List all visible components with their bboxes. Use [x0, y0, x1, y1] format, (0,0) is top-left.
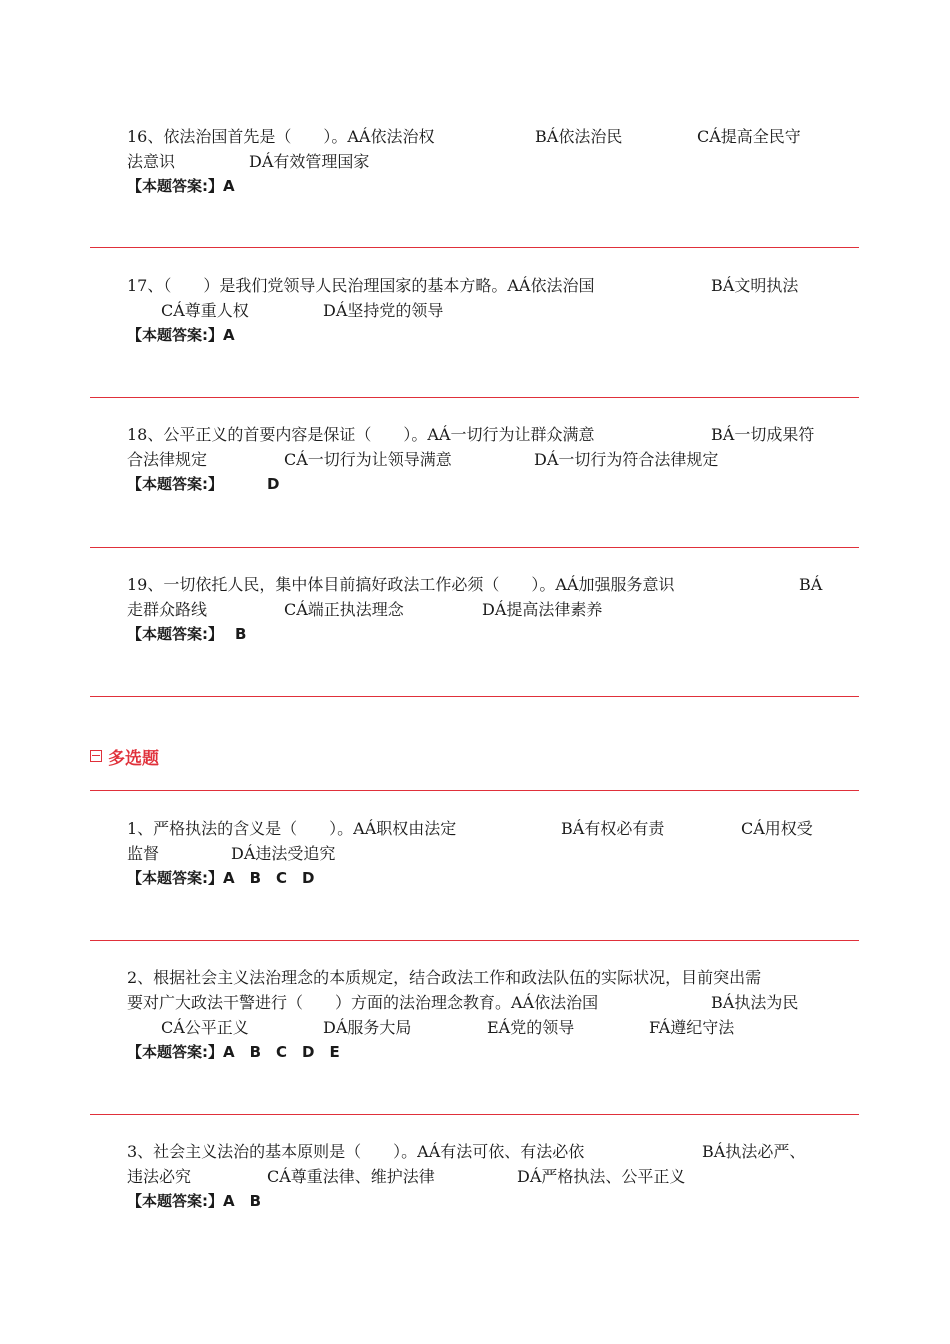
option-b-continued: 违法必究: [127, 1167, 192, 1186]
question-17: [127, 273, 827, 348]
divider: [90, 940, 859, 941]
answer-value: B: [235, 625, 247, 643]
question-18: [127, 422, 827, 497]
question-stem: 2、根据社会主义法治理念的本质规定，结合政法工作和政法队伍的实际状况，目前突出需: [127, 968, 762, 987]
question-line: [127, 298, 827, 323]
question-stem: 18、公平正义的首要内容是保证（ ）。AÁ一切行为让群众满意: [127, 425, 595, 444]
option-c: CÁ提高全民守: [697, 127, 801, 146]
multi-question-2: [127, 965, 827, 1065]
question-line: [127, 1139, 827, 1164]
answer-line: [127, 1040, 827, 1065]
option-b: BÁ执法为民: [711, 993, 799, 1012]
question-line: [127, 273, 827, 298]
option-c-continued: 法意识: [127, 152, 176, 171]
answer-value: D: [267, 475, 280, 493]
question-line: [127, 572, 827, 597]
option-b: BÁ: [799, 575, 823, 594]
question-line: [127, 990, 827, 1015]
question-line: [127, 124, 827, 149]
option-d: DÁ提高法律素养: [482, 600, 603, 619]
option-c: CÁ尊重人权: [161, 301, 249, 320]
divider: [90, 696, 859, 697]
section-title: 多选题: [108, 748, 159, 769]
question-stem: 1、严格执法的含义是（ ）。AÁ职权由法定: [127, 819, 457, 838]
section-heading[interactable]: [90, 744, 159, 768]
divider: [90, 547, 859, 548]
option-c: CÁ用权受: [741, 819, 813, 838]
option-c: CÁ尊重法律、维护法律: [267, 1167, 435, 1186]
option-c: CÁ端正执法理念: [284, 600, 404, 619]
option-c-continued: 监督: [127, 844, 160, 863]
question-stem: 3、社会主义法治的基本原则是（ ）。AÁ有法可依、有法必依: [127, 1142, 585, 1161]
answer-value: A B C D E: [223, 1043, 340, 1061]
divider: [90, 247, 859, 248]
question-line: [127, 447, 827, 472]
answer-label: 【本题答案:】: [127, 869, 223, 887]
question-line: [127, 597, 827, 622]
option-b-continued: 走群众路线: [127, 600, 208, 619]
question-line: [127, 965, 827, 990]
answer-line: [127, 1189, 827, 1214]
multi-question-1: [127, 816, 827, 891]
question-stem: 19、一切依托人民，集中体目前搞好政法工作必须（ ）。AÁ加强服务意识: [127, 575, 675, 594]
option-b: BÁ执法必严、: [702, 1142, 806, 1161]
question-line: [127, 841, 827, 866]
answer-label: 【本题答案:】: [127, 326, 223, 344]
multi-question-3: [127, 1139, 827, 1214]
option-b-continued: 合法律规定: [127, 450, 208, 469]
answer-value: A: [223, 326, 235, 344]
question-stem: 16、依法治国首先是（ ）。AÁ依法治权: [127, 127, 435, 146]
option-f: FÁ遵纪守法: [649, 1018, 735, 1037]
question-19: [127, 572, 827, 647]
answer-line: [127, 174, 827, 199]
question-stem-continued: 要对广大政法干警进行（ ）方面的法治理念教育。AÁ依法治国: [127, 993, 599, 1012]
answer-line: [127, 472, 827, 497]
answer-value: A B: [223, 1192, 262, 1210]
option-b: BÁ依法治民: [535, 127, 623, 146]
option-c: CÁ公平正义: [161, 1018, 249, 1037]
answer-line: [127, 622, 827, 647]
answer-label: 【本题答案:】: [127, 475, 223, 493]
option-d: DÁ有效管理国家: [249, 152, 370, 171]
answer-value: A: [223, 177, 235, 195]
question-line: [127, 816, 827, 841]
question-line: [127, 422, 827, 447]
option-d: DÁ违法受追究: [231, 844, 336, 863]
divider: [90, 397, 859, 398]
answer-value: A B C D: [223, 869, 315, 887]
question-line: [127, 1015, 827, 1040]
answer-label: 【本题答案:】: [127, 177, 223, 195]
answer-label: 【本题答案:】: [127, 625, 223, 643]
question-line: [127, 149, 827, 174]
answer-line: [127, 866, 827, 891]
option-d: DÁ服务大局: [323, 1018, 412, 1037]
answer-label: 【本题答案:】: [127, 1043, 223, 1061]
answer-line: [127, 323, 827, 348]
option-d: DÁ一切行为符合法律规定: [534, 450, 719, 469]
option-b: BÁ文明执法: [711, 276, 799, 295]
question-16: [127, 124, 827, 199]
option-d: DÁ坚持党的领导: [323, 301, 444, 320]
collapse-icon[interactable]: [90, 750, 102, 762]
option-e: EÁ党的领导: [487, 1018, 575, 1037]
question-line: [127, 1164, 827, 1189]
divider: [90, 1114, 859, 1115]
divider: [90, 790, 859, 791]
question-stem: 17、（ ）是我们党领导人民治理国家的基本方略。AÁ依法治国: [127, 276, 595, 295]
answer-label: 【本题答案:】: [127, 1192, 223, 1210]
option-b: BÁ有权必有责: [561, 819, 665, 838]
option-d: DÁ严格执法、公平正义: [517, 1167, 686, 1186]
option-b: BÁ一切成果符: [711, 425, 815, 444]
option-c: CÁ一切行为让领导满意: [284, 450, 452, 469]
